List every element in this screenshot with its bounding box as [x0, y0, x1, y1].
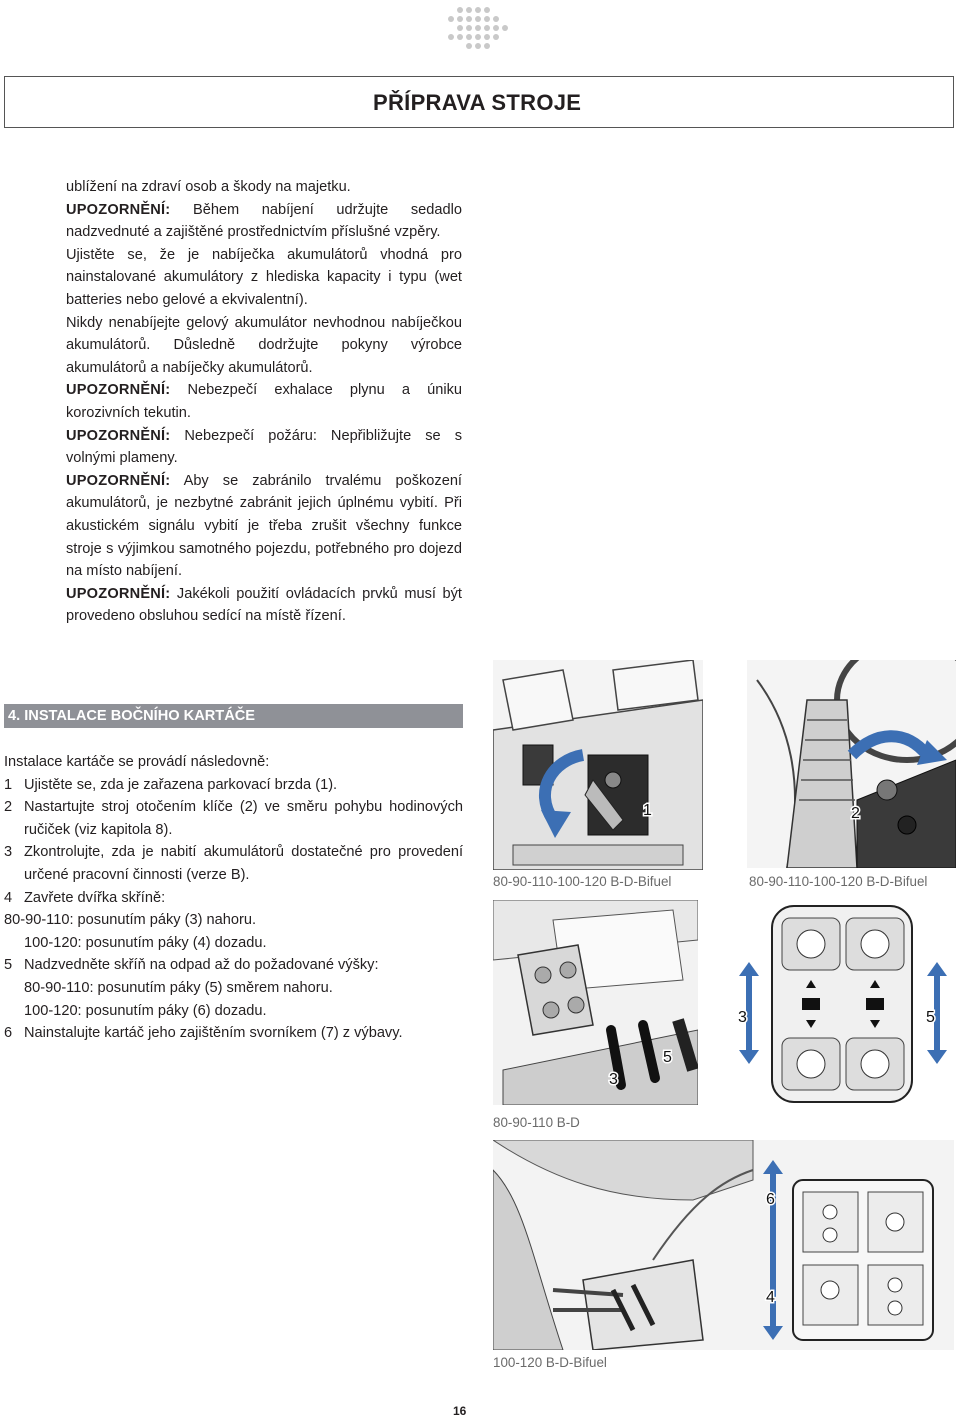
control-panel-illustration — [730, 898, 956, 1110]
step-4 — [4, 887, 463, 910]
warning-label: UPOZORNĚNÍ: — [66, 427, 171, 444]
parking-brake-illustration — [493, 660, 703, 870]
paragraph: Ujistěte se, že je nabíječka akumulátorů vhodná pro nainstalované akumulátory z hlediska kapacity i typu (wet batteries nebo gelové a ekvivalentní). — [66, 246, 462, 308]
ignition-key-photo — [747, 660, 956, 868]
step-text: Nainstalujte kartáč jeho zajištěním svorníkem (7) z výbavy. — [24, 1025, 403, 1042]
parking-brake-photo — [493, 660, 703, 870]
dot-pattern-logo — [436, 4, 526, 54]
warning-label: UPOZORNĚNÍ: — [66, 472, 171, 489]
callout-label: 1 — [643, 802, 652, 819]
page-number: 16 — [453, 1404, 467, 1418]
paragraph: Nikdy nenabíjejte gelový akumulátor nevhodnou nabíječkou akumulátorů. Důsledně dodržujte pokyny výrobce akumulátorů a nabíječky akumulátorů. — [66, 314, 462, 376]
page-title: PŘÍPRAVA STROJE — [373, 90, 582, 115]
paragraph — [66, 379, 462, 424]
paragraph — [66, 470, 462, 583]
step-text: Nastartujte stroj otočením klíče (2) ve směru pohybu hodinových ručiček (viz kapitola 8). — [24, 799, 463, 838]
step-number: 4 — [4, 889, 13, 906]
callout-label: 6 — [766, 1191, 775, 1208]
paragraph — [66, 199, 462, 244]
intro-line: Instalace kartáče se provádí následovně: — [4, 754, 270, 770]
warning-label: UPOZORNĚNÍ: — [66, 201, 171, 218]
step-number: 6 — [4, 1025, 13, 1042]
safety-text — [66, 176, 462, 628]
warning-text: Nebezpečí exhalace plynu a úniku korozivních tekutin. — [66, 382, 462, 421]
callout-label: 5 — [663, 1049, 672, 1066]
step-2 — [4, 796, 463, 841]
instructions — [4, 751, 463, 1045]
warning-label: UPOZORNĚNÍ: — [66, 382, 171, 399]
paragraph — [66, 583, 462, 628]
step-4-b: 100-120: posunutím páky (4) dozadu. — [24, 934, 267, 951]
step-5 — [4, 954, 463, 977]
levers-photo-80-110 — [493, 900, 698, 1105]
page-header — [4, 76, 954, 128]
levers-illustration — [493, 900, 698, 1105]
step-number: 5 — [4, 957, 13, 974]
paragraph — [66, 425, 462, 470]
paragraph: ublížení na zdraví osob a škody na majetku. — [66, 179, 351, 195]
callout-label: 4 — [766, 1289, 775, 1306]
step-text: Zkontrolujte, zda je nabití akumulátorů dostatečné pro provedení určené pracovní činnosti (verze B). — [24, 844, 463, 883]
warning-text: Nebezpečí požáru: Nepřibližujte se s volnými plameny. — [66, 427, 462, 467]
step-5-b: 100-120: posunutím páky (6) dozadu. — [24, 1002, 267, 1019]
callout-label: 2 — [851, 805, 860, 822]
section-title: 4. INSTALACE BOČNÍHO KARTÁČE — [8, 708, 256, 724]
step-6 — [4, 1022, 463, 1045]
step-3 — [4, 841, 463, 886]
step-number: 1 — [4, 776, 13, 793]
callout-label: 3 — [609, 1071, 618, 1088]
step-5-a: 80-90-110: posunutím páky (5) směrem nahoru. — [24, 979, 333, 996]
callout-label: 5 — [926, 1009, 935, 1026]
callout-label: 3 — [738, 1009, 747, 1026]
step-number: 2 — [4, 799, 13, 816]
warning-label: UPOZORNĚNÍ: — [66, 585, 171, 602]
step-1 — [4, 774, 463, 797]
warning-text: Během nabíjení udržujte sedadlo nadzvednuté a zajištěné prostřednictvím příslušné vzpěry. — [66, 201, 462, 241]
step-text: Ujistěte se, zda je zařazena parkovací brzda (1). — [24, 776, 338, 793]
warning-text: Jakékoli použití ovládacích prvků musí být provedeno obsluhou sedící na místě řízení. — [66, 585, 462, 625]
section-heading — [4, 704, 463, 728]
figure-caption: 80-90-110-100-120 B-D-Bifuel — [749, 874, 928, 889]
step-text: Nadzvedněte skříň na odpad až do požadované výšky: — [24, 957, 379, 974]
seat-lever-photo-100-120 — [493, 1140, 954, 1350]
warning-text: Aby se zabránilo trvalému poškození akumulátorů, je nezbytné zabránit jejich úplnému vybití. Při akustickém signálu vybití je třeba zrušit všechny funkce stroje s výjimkou samotného pojezdu, potřebného pro dojezd na místo nabíjení. — [66, 472, 462, 580]
figure-caption: 80-90-110 B-D — [493, 1115, 580, 1130]
seat-lever-illustration — [493, 1140, 954, 1350]
figure-caption: 100-120 B-D-Bifuel — [493, 1355, 607, 1370]
step-text: Zavřete dvířka skříně: — [24, 889, 166, 906]
step-number: 3 — [4, 844, 13, 861]
ignition-key-illustration — [747, 660, 956, 868]
control-panel-diagram — [730, 898, 956, 1110]
step-4-a: 80-90-110: posunutím páky (3) nahoru. — [4, 912, 257, 929]
figure-caption: 80-90-110-100-120 B-D-Bifuel — [493, 874, 672, 889]
